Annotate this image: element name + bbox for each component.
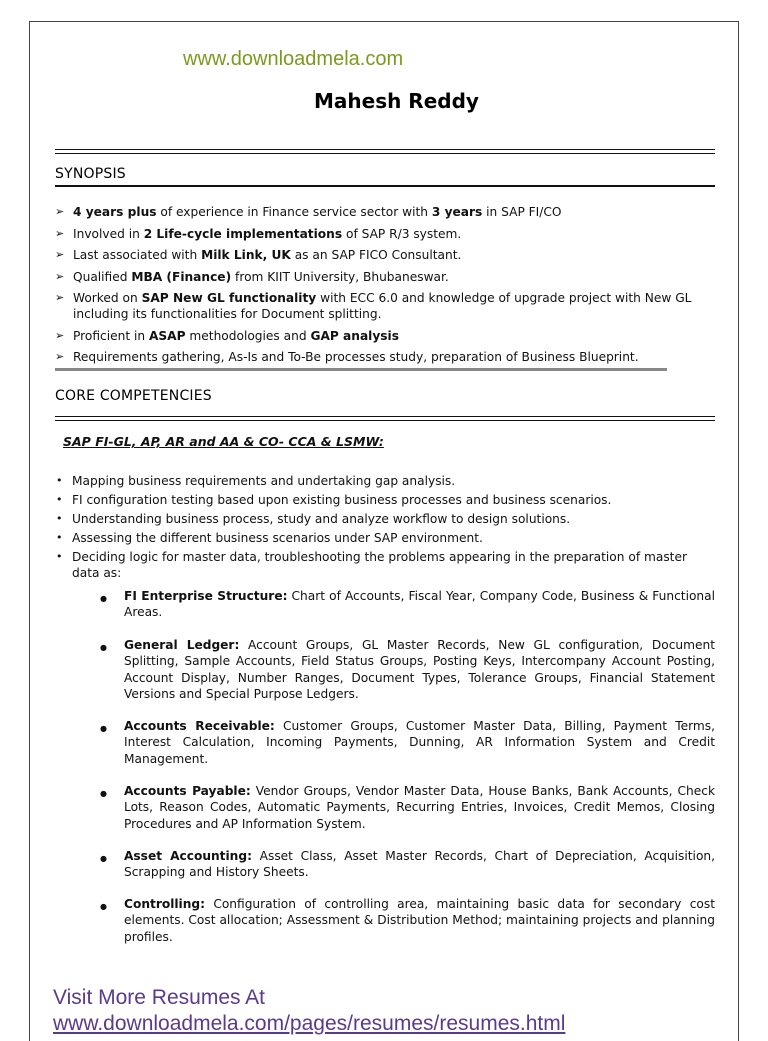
master-data-label: General Ledger: bbox=[124, 638, 240, 652]
bullet-icon: • bbox=[56, 531, 63, 544]
master-data-item bbox=[99, 637, 715, 703]
master-data-item bbox=[99, 718, 715, 767]
synopsis-text: methodologies and bbox=[185, 328, 311, 343]
master-data-text: Account Groups, GL Master Records, New GL configuration, Document Splitting, Sample Accounts, Field Status Groups, Posting Keys, Intercompany Account Posting, Account Display, Number Ranges, Document Types, Tolerance Groups, Financial Statement Versions and Special Purpose Ledgers. bbox=[124, 638, 716, 702]
synopsis-text: Requirements gathering, As-Is and To-Be processes study, preparation of Business Blueprint. bbox=[73, 350, 639, 364]
synopsis-list bbox=[55, 204, 717, 371]
bullet-icon: ● bbox=[100, 643, 107, 652]
synopsis-item bbox=[55, 328, 717, 344]
core-list bbox=[55, 473, 717, 584]
master-data-item bbox=[99, 588, 715, 621]
master-data-label: Controlling: bbox=[124, 897, 206, 911]
bullet-icon: • bbox=[56, 493, 63, 506]
bullet-icon: ● bbox=[100, 724, 107, 733]
synopsis-item bbox=[55, 290, 717, 322]
master-data-text: Configuration of controlling area, maintaining basic data for secondary cost elements. Cost allocation; Assessment & Distribution Method; maintaining projects and planning profiles. bbox=[124, 897, 715, 944]
master-data-item bbox=[99, 783, 715, 832]
core-item-text: Deciding logic for master data, troubleshooting the problems appearing in the preparation of master data as: bbox=[72, 550, 687, 580]
master-data-label: FI Enterprise Structure: bbox=[124, 589, 288, 603]
master-data-text: Vendor Groups, Vendor Master Data, House Banks, Bank Accounts, Check Lots, Reason Codes, Automatic Payments, Recurring Entries, Invoices, Credit Memos, Closing Procedures and AP Information System. bbox=[124, 784, 715, 831]
bullet-icon: ● bbox=[100, 789, 107, 798]
synopsis-item bbox=[55, 247, 717, 263]
synopsis-highlight: ASAP bbox=[148, 328, 186, 343]
arrow-bullet-icon: ➢ bbox=[55, 269, 65, 283]
core-item bbox=[55, 511, 717, 527]
footer-visit-text: Visit More Resumes At bbox=[53, 986, 266, 1009]
core-item-text: FI configuration testing based upon existing business processes and business scenarios. bbox=[72, 493, 612, 507]
synopsis-text: as an SAP FICO Consultant. bbox=[290, 248, 462, 262]
synopsis-text: of experience in Finance service sector with bbox=[156, 205, 432, 219]
synopsis-text: from KIIT University, Bhubaneswar. bbox=[231, 269, 449, 284]
synopsis-item bbox=[55, 204, 717, 220]
master-data-item bbox=[99, 896, 715, 945]
bullet-icon: • bbox=[56, 474, 63, 487]
arrow-bullet-icon: ➢ bbox=[55, 248, 65, 261]
synopsis-text: Involved in bbox=[73, 226, 144, 241]
core-item bbox=[55, 530, 717, 546]
bullet-icon: ● bbox=[100, 854, 107, 863]
synopsis-highlight: MBA (Finance) bbox=[131, 269, 232, 284]
synopsis-highlight: Milk Link, UK bbox=[201, 248, 291, 262]
master-data-label: Accounts Payable: bbox=[124, 784, 251, 798]
synopsis-text: of SAP R/3 system. bbox=[342, 226, 462, 241]
arrow-bullet-icon: ➢ bbox=[55, 226, 65, 240]
master-data-label: Asset Accounting: bbox=[124, 849, 252, 863]
section-title-synopsis: SYNOPSIS bbox=[55, 166, 126, 182]
candidate-name: Mahesh Reddy bbox=[314, 89, 479, 113]
master-data-text: Customer Groups, Customer Master Data, Billing, Payment Terms, Interest Calculation, Incoming Payments, Dunning, AR Information System and Credit Management. bbox=[124, 719, 715, 766]
arrow-bullet-icon: ➢ bbox=[55, 328, 65, 342]
divider-core bbox=[55, 416, 715, 421]
bullet-icon: ● bbox=[100, 594, 107, 603]
core-item bbox=[55, 492, 717, 508]
synopsis-text: with ECC 6.0 and knowledge of upgrade project with New GL including its functionalities for Document splitting. bbox=[73, 291, 692, 321]
synopsis-highlight: 4 years plus bbox=[73, 205, 157, 219]
arrow-bullet-icon: ➢ bbox=[55, 205, 65, 218]
footer-url-link[interactable]: www.downloadmela.com/pages/resumes/resumes.html bbox=[53, 1012, 566, 1035]
core-item bbox=[55, 549, 717, 581]
synopsis-text: in SAP FI/CO bbox=[482, 205, 562, 219]
core-item bbox=[55, 473, 717, 489]
synopsis-item bbox=[55, 269, 717, 285]
core-item-text: Mapping business requirements and undertaking gap analysis. bbox=[72, 474, 456, 488]
synopsis-text: Qualified bbox=[73, 269, 132, 284]
core-subheading: SAP FI-GL, AP, AR and AA & CO- CCA & LSMW: bbox=[63, 434, 384, 449]
synopsis-highlight: 2 Life-cycle implementations bbox=[143, 226, 343, 241]
master-data-text: Asset Class, Asset Master Records, Chart of Depreciation, Acquisition, Scrapping and History Sheets. bbox=[124, 849, 715, 880]
synopsis-highlight: 3 years bbox=[431, 205, 483, 219]
synopsis-item bbox=[55, 349, 717, 365]
bullet-icon: ● bbox=[100, 902, 107, 911]
watermark-link-top[interactable]: www.downloadmela.com bbox=[183, 48, 404, 70]
synopsis-item bbox=[55, 226, 717, 242]
section-title-core: CORE COMPETENCIES bbox=[55, 388, 212, 404]
bullet-icon: • bbox=[56, 550, 63, 563]
synopsis-text: Proficient in bbox=[73, 328, 149, 343]
master-data-label: Accounts Receivable: bbox=[124, 719, 275, 733]
arrow-bullet-icon: ➢ bbox=[55, 291, 65, 304]
core-item-text: Understanding business process, study and analyze workflow to design solutions. bbox=[72, 512, 571, 526]
core-item-text: Assessing the different business scenarios under SAP environment. bbox=[72, 531, 483, 545]
synopsis-text: Last associated with bbox=[73, 248, 202, 262]
synopsis-highlight: SAP New GL functionality bbox=[141, 291, 317, 305]
master-data-item bbox=[99, 848, 715, 881]
synopsis-highlight: GAP analysis bbox=[310, 328, 399, 343]
divider-top bbox=[55, 149, 715, 154]
arrow-bullet-icon: ➢ bbox=[55, 350, 65, 363]
synopsis-text: Worked on bbox=[73, 291, 142, 305]
divider-gray bbox=[55, 368, 667, 371]
master-data-text: Chart of Accounts, Fiscal Year, Company Code, Business & Functional Areas. bbox=[124, 589, 715, 620]
divider-synopsis bbox=[55, 185, 715, 187]
bullet-icon: • bbox=[56, 512, 63, 525]
